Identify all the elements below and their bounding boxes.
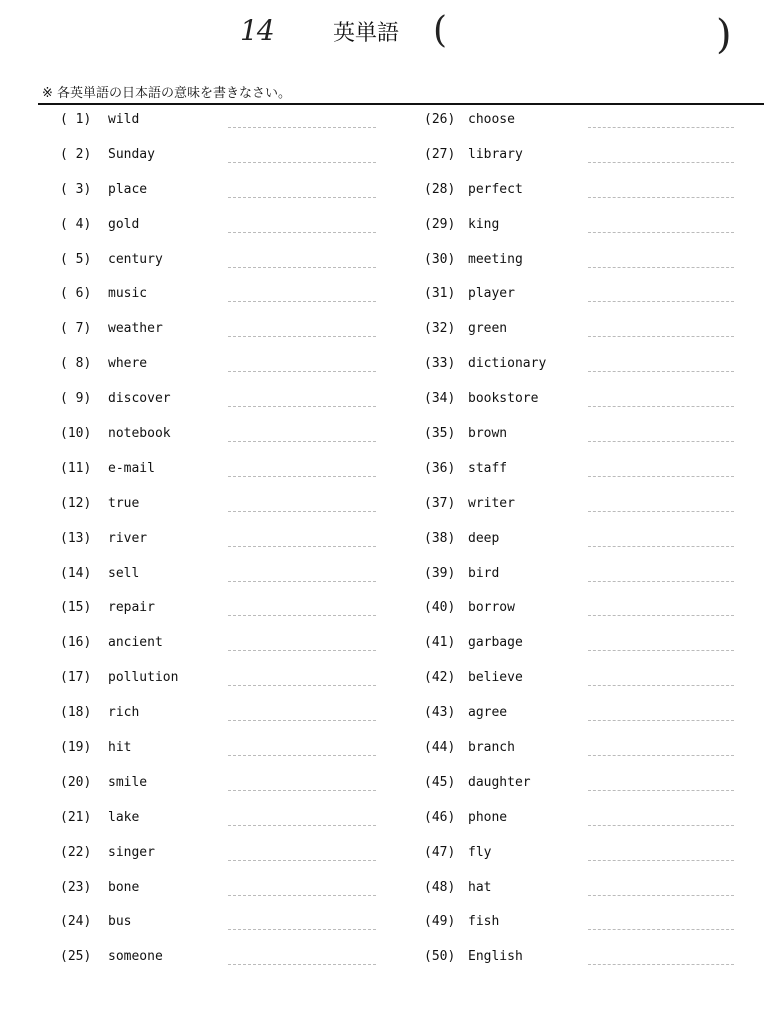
item-number: (27) [424,146,456,162]
item-number: (26) [424,112,456,127]
item-number: ( 7) [60,321,92,337]
answer-line[interactable] [588,650,734,651]
item-number: (47) [424,844,456,860]
english-word: discover [108,391,171,407]
english-word: bookstore [468,391,539,407]
answer-line[interactable] [228,511,376,512]
vocab-item [424,354,744,389]
answer-line[interactable] [228,720,376,721]
name-field-close-paren: ) [716,12,732,58]
english-word: choose [468,112,515,127]
vocab-item [424,808,744,843]
english-word: singer [108,844,155,860]
english-word: e-mail [108,460,155,476]
english-word: king [468,216,500,232]
item-number: (36) [424,460,456,476]
vocab-item [60,633,380,668]
vocab-item [60,703,380,738]
item-number: (50) [424,949,456,965]
right-column [424,110,744,982]
answer-line[interactable] [228,267,376,268]
english-word: where [108,356,148,372]
instruction-text: ※ 各英単語の日本語の意味を書きなさい。 [42,86,292,101]
english-word: brown [468,426,508,442]
vocab-item [60,389,380,424]
item-number: ( 5) [60,251,92,267]
english-word: daughter [468,774,531,790]
english-word: branch [468,740,515,756]
english-word: writer [468,495,515,511]
answer-line[interactable] [588,860,734,861]
vocab-item [60,424,380,459]
answer-line[interactable] [228,406,376,407]
vocab-item [60,529,380,564]
answer-line[interactable] [588,336,734,337]
english-word: century [108,251,163,267]
worksheet-title: 英単語 [333,21,400,46]
english-word: player [468,286,515,302]
english-word: sell [108,565,140,581]
vocab-item [424,389,744,424]
vocab-item [424,459,744,494]
item-number: (17) [60,670,92,686]
item-number: ( 4) [60,216,92,232]
english-word: borrow [468,600,515,616]
english-word: English [468,949,523,965]
vocab-item [424,529,744,564]
item-number: (33) [424,356,456,372]
answer-line[interactable] [228,197,376,198]
item-number: (22) [60,844,92,860]
vocab-item [424,703,744,738]
vocab-item [424,250,744,285]
item-number: (11) [60,460,92,476]
vocab-item [424,878,744,913]
vocab-item [60,180,380,215]
answer-line[interactable] [228,127,376,128]
answer-line[interactable] [588,546,734,547]
item-number: (34) [424,391,456,407]
left-column [60,110,380,982]
item-number: ( 3) [60,181,92,197]
vocab-item [424,598,744,633]
answer-line[interactable] [228,825,376,826]
answer-line[interactable] [228,615,376,616]
header-divider [38,103,764,105]
vocab-item [424,145,744,180]
vocab-item [60,110,380,145]
answer-line[interactable] [228,964,376,965]
vocab-item [60,808,380,843]
answer-line[interactable] [228,441,376,442]
item-number: (37) [424,495,456,511]
answer-line[interactable] [228,336,376,337]
english-word: dictionary [468,356,547,372]
answer-line[interactable] [588,267,734,268]
item-number: (39) [424,565,456,581]
english-word: rich [108,705,140,721]
item-number: (30) [424,251,456,267]
handwritten-number: 14 [240,14,274,47]
answer-line[interactable] [588,685,734,686]
vocab-item [424,284,744,319]
english-word: weather [108,321,163,337]
vocab-item [60,598,380,633]
answer-line[interactable] [588,720,734,721]
vocab-item [60,145,380,180]
english-word: hit [108,740,132,756]
english-word: place [108,181,148,197]
vocab-item [60,773,380,808]
english-word: pollution [108,670,179,686]
answer-line[interactable] [228,860,376,861]
item-number: (10) [60,426,92,442]
vocab-item [60,947,380,982]
answer-line[interactable] [228,581,376,582]
answer-line[interactable] [588,301,734,302]
english-word: agree [468,705,508,721]
answer-line[interactable] [228,650,376,651]
worksheet-header [0,12,782,62]
answer-line[interactable] [228,476,376,477]
item-number: (48) [424,879,456,895]
answer-line[interactable] [228,755,376,756]
english-word: lake [108,809,140,825]
vocab-item [424,110,744,145]
name-field-open-paren: ( [433,10,448,51]
answer-line[interactable] [588,755,734,756]
english-word: repair [108,600,155,616]
vocab-item [60,564,380,599]
item-number: (46) [424,809,456,825]
answer-line[interactable] [588,371,734,372]
answer-line[interactable] [228,546,376,547]
english-word: river [108,530,148,546]
english-word: fly [468,844,492,860]
item-number: (13) [60,530,92,546]
item-number: (44) [424,740,456,756]
vocab-item [60,912,380,947]
item-number: ( 1) [60,112,92,127]
english-word: deep [468,530,500,546]
english-word: notebook [108,426,171,442]
answer-line[interactable] [228,790,376,791]
english-word: true [108,495,140,511]
vocab-item [424,912,744,947]
answer-line[interactable] [588,581,734,582]
item-number: (32) [424,321,456,337]
english-word: music [108,286,148,302]
answer-line[interactable] [588,964,734,965]
answer-line[interactable] [588,197,734,198]
item-number: ( 2) [60,146,92,162]
item-number: ( 9) [60,391,92,407]
english-word: perfect [468,181,523,197]
vocab-item [60,668,380,703]
item-number: (42) [424,670,456,686]
vocab-item [60,284,380,319]
vocab-item [60,215,380,250]
english-word: phone [468,809,508,825]
item-number: (15) [60,600,92,616]
answer-line[interactable] [588,929,734,930]
vocab-item [60,878,380,913]
item-number: (16) [60,635,92,651]
item-number: (14) [60,565,92,581]
item-number: (23) [60,879,92,895]
english-word: bird [468,565,500,581]
answer-line[interactable] [588,162,734,163]
item-number: (35) [424,426,456,442]
answer-line[interactable] [228,162,376,163]
answer-line[interactable] [228,685,376,686]
item-number: (18) [60,705,92,721]
vocab-item [424,564,744,599]
vocab-item [424,424,744,459]
answer-line[interactable] [228,371,376,372]
item-number: ( 6) [60,286,92,302]
english-word: Sunday [108,146,155,162]
answer-line[interactable] [588,511,734,512]
item-number: (28) [424,181,456,197]
item-number: (24) [60,914,92,930]
answer-line[interactable] [588,825,734,826]
english-word: wild [108,112,140,127]
vocab-item [424,633,744,668]
vocab-item [60,354,380,389]
vocab-item [424,773,744,808]
answer-line[interactable] [588,615,734,616]
english-word: ancient [108,635,163,651]
answer-line[interactable] [588,127,734,128]
answer-line[interactable] [588,232,734,233]
item-number: (25) [60,949,92,965]
english-word: hat [468,879,492,895]
vocab-item [60,459,380,494]
answer-line[interactable] [588,476,734,477]
vocab-item [424,180,744,215]
vocab-item [60,250,380,285]
english-word: smile [108,774,148,790]
vocab-item [424,668,744,703]
item-number: (40) [424,600,456,616]
vocab-item [60,494,380,529]
english-word: staff [468,460,508,476]
english-word: fish [468,914,500,930]
english-word: library [468,146,523,162]
item-number: (45) [424,774,456,790]
answer-line[interactable] [588,895,734,896]
answer-line[interactable] [228,301,376,302]
vocab-item [60,738,380,773]
vocab-item [424,319,744,354]
answer-line[interactable] [228,929,376,930]
item-number: (43) [424,705,456,721]
item-number: (20) [60,774,92,790]
vocab-item [60,843,380,878]
item-number: (38) [424,530,456,546]
item-number: (19) [60,740,92,756]
vocab-item [424,215,744,250]
answer-line[interactable] [588,441,734,442]
vocab-item [60,319,380,354]
answer-line[interactable] [228,232,376,233]
item-number: (31) [424,286,456,302]
item-number: (41) [424,635,456,651]
vocab-item [424,738,744,773]
english-word: someone [108,949,163,965]
vocab-item [424,843,744,878]
answer-line[interactable] [228,895,376,896]
answer-line[interactable] [588,790,734,791]
answer-line[interactable] [588,406,734,407]
english-word: meeting [468,251,523,267]
item-number: (12) [60,495,92,511]
vocab-item [424,947,744,982]
english-word: garbage [468,635,523,651]
english-word: believe [468,670,523,686]
english-word: bus [108,914,132,930]
english-word: gold [108,216,140,232]
english-word: green [468,321,508,337]
english-word: bone [108,879,140,895]
item-number: ( 8) [60,356,92,372]
item-number: (49) [424,914,456,930]
item-number: (21) [60,809,92,825]
item-number: (29) [424,216,456,232]
vocab-item [424,494,744,529]
